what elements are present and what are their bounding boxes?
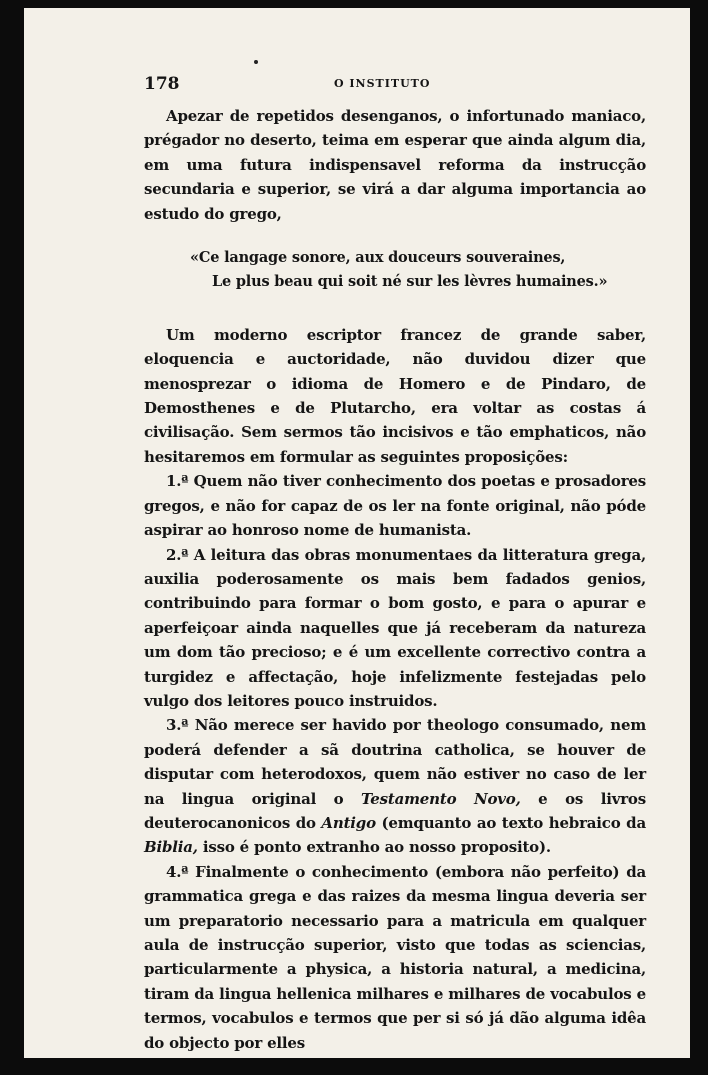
paragraph-moderno: Um moderno escriptor francez de grande saber, eloquencia e auctoridade, não duvidou dizer que menosprezar o idioma de Homero e de Pindaro, de Demosthenes e de Plutarcho, era voltar as costas á civilisação. Sem sermos tão incisivos e tão emphaticos, não hesitaremos em formular as seguintes proposições: <box>144 325 646 466</box>
prop3-italic-testamento: Testamento Novo, <box>361 789 521 808</box>
prop3-italic-biblia: Biblia, <box>144 838 198 857</box>
proposition-2: 2.ª A leitura das obras monumentaes da litteratura grega, auxilia poderosamente os mais bem fadados genios, contribuindo para formar o bom gosto, e para o apurar e aperfeiçoar ainda naquelles que já receberam da natureza um dom tão precioso; e é um excellente correctivo contra a turgidez e affectação, hoje infelizmente festejadas pelo vulgo dos leitores pouco instruidos. <box>144 545 646 710</box>
prop3-italic-antigo: Antigo <box>321 813 376 832</box>
proposition-1: 1.ª Quem não tiver conhecimento dos poetas e prosadores gregos, e não for capaz de os ler na fonte original, não póde aspirar ao honroso nome de humanista. <box>144 472 646 540</box>
prop3-text-a: 3.ª Não merece ser havido por theologo consumado, nem poderá defender a sã doutrina catholica, se houver de disputar com heterodoxos, quem não estiver no caso de ler na lingua original o <box>144 716 646 808</box>
proposition-4: 4.ª Finalmente o conhecimento (embora não perfeito) da grammatica grega e das raizes da mesma lingua deveria ser um preparatorio necessario para a matricula em qualquer aula de instrucção superior, visto que todas as sciencias, particularmente a physica, a historia natural, a medicina, tiram da lingua hellenica milhares e milhares de vocabulos e termos, vocabulos e termos que per si só já dão alguma idêa do objecto por elles <box>144 862 646 1052</box>
prop3-text-c: (emquanto ao texto hebraico da <box>375 813 646 832</box>
running-title: O INSTITUTO <box>334 77 431 90</box>
page-text-block <box>144 74 646 1055</box>
prop3-text-b: e os livros deuterocanonicos do <box>144 789 646 832</box>
print-speck <box>254 60 258 64</box>
page-header <box>144 74 646 96</box>
prop3-text-d: isso é ponto extranho ao nosso proposito). <box>197 838 551 857</box>
proposition-3 <box>144 713 646 859</box>
quote-line-1: «Ce langage sonore, aux douceurs souveraines, <box>190 249 566 267</box>
document-page <box>24 8 690 1058</box>
french-quote <box>144 246 646 295</box>
paragraph-intro: Apezar de repetidos desenganos, o infortunado maniaco, prégador no deserto, teima em esperar que ainda algum dia, em uma futura indispensavel reforma da instrucção secundaria e superior, se virá a dar alguma importancia ao estudo do grego, <box>144 107 646 223</box>
page-number: 178 <box>144 74 180 94</box>
quote-line-2: Le plus beau qui soit né sur les lèvres humaines.» <box>212 273 608 291</box>
